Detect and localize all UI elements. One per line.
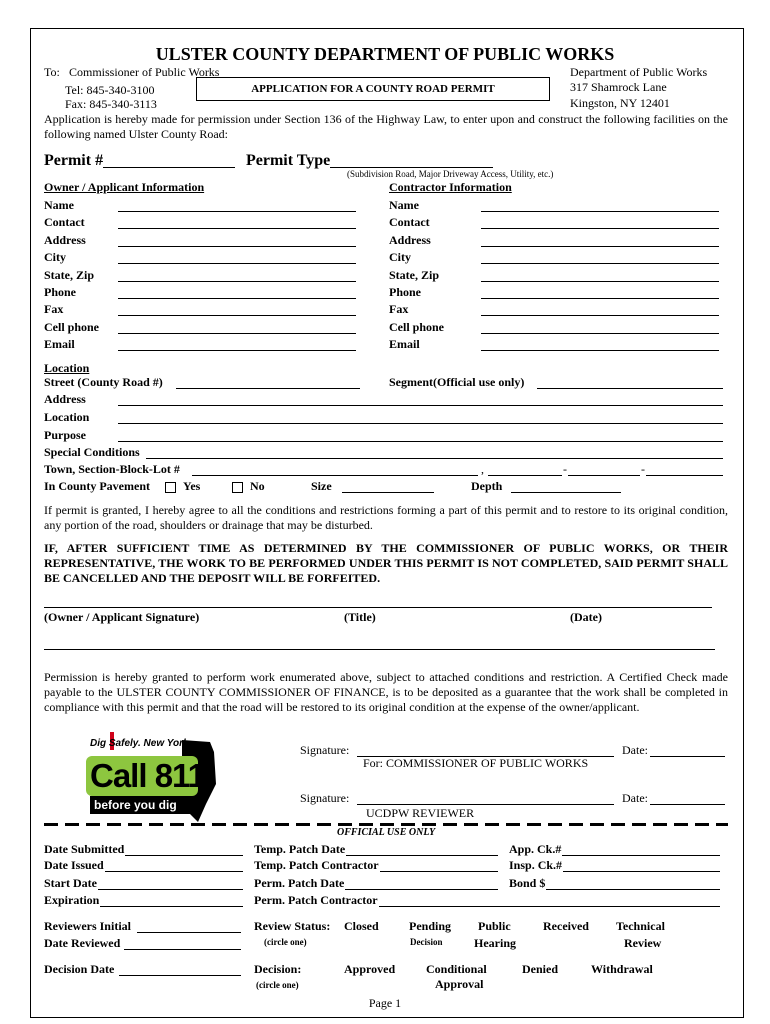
decision-conditional[interactable]: Conditional bbox=[426, 962, 487, 976]
separator-line bbox=[44, 649, 715, 650]
official-col3-2-input[interactable] bbox=[546, 889, 720, 890]
owner-5-label: Phone bbox=[44, 285, 77, 299]
owner-6-label: Fax bbox=[44, 302, 64, 316]
status-pending[interactable]: Pending bbox=[409, 919, 452, 933]
contractor-0-input[interactable] bbox=[481, 211, 719, 212]
for-commissioner-label: For: COMMISSIONER OF PUBLIC WORKS bbox=[363, 756, 589, 770]
pavement-no-checkbox[interactable] bbox=[232, 482, 243, 493]
pavement-no-label: No bbox=[250, 479, 265, 493]
status-public-hearing: Hearing bbox=[474, 936, 516, 950]
dept-name: Department of Public Works bbox=[570, 65, 708, 79]
logo-top-text: Dig Safely. New York bbox=[90, 738, 189, 749]
decision-date-input[interactable] bbox=[119, 975, 241, 976]
contractor-3-input[interactable] bbox=[481, 263, 719, 264]
location-input[interactable] bbox=[118, 423, 723, 424]
contractor-1-label: Contact bbox=[389, 215, 430, 229]
reviewers-initial-label: Reviewers Initial bbox=[44, 919, 131, 933]
application-title-box: APPLICATION FOR A COUNTY ROAD PERMIT bbox=[196, 77, 550, 101]
official-col1-1-label: Date Issued bbox=[44, 858, 104, 872]
decision-label: Decision: bbox=[254, 962, 302, 976]
block-input[interactable] bbox=[568, 475, 640, 476]
reviewer-date-label: Date: bbox=[622, 791, 648, 805]
forfeit-warning: IF, AFTER SUFFICIENT TIME AS DETERMINED BY THE COMMISSIONER OF PUBLIC WORKS, OR THEIR REPRESENTATIVE, THE WORK TO BE PERFORMED UNDER THIS PERMIT IS NOT COMPLETED, SAID PERMIT SHALL BE CANCELLED AND THE DEPOSIT WILL BE FORFEITED. bbox=[44, 541, 728, 585]
logo-bottom-text: before you dig bbox=[94, 798, 177, 812]
dash-separator-2: - bbox=[641, 462, 645, 476]
contractor-7-label: Cell phone bbox=[389, 320, 445, 334]
status-technical-review: Review bbox=[624, 936, 662, 950]
segment-input[interactable] bbox=[537, 388, 723, 389]
owner-8-input[interactable] bbox=[118, 350, 356, 351]
owner-3-label: City bbox=[44, 250, 66, 264]
intro-text: Application is hereby made for permission under Section 136 of the Highway Law, to enter upon and construct the following facilities on the following named Ulster County Road: bbox=[44, 112, 728, 141]
permit-number-input[interactable] bbox=[103, 167, 235, 168]
tel: Tel: 845-340-3100 bbox=[65, 83, 155, 97]
street-label: Street (County Road #) bbox=[44, 375, 163, 389]
agreement-text: If permit is granted, I hereby agree to all the conditions and restrictions forming a part of this permit and to restore to its original condition, any portion of the road, shoulders or drainage that may be disturbed. bbox=[44, 503, 728, 532]
decision-date-label: Decision Date bbox=[44, 962, 115, 976]
owner-1-input[interactable] bbox=[118, 228, 356, 229]
contractor-4-input[interactable] bbox=[481, 281, 719, 282]
official-col3-1-input[interactable] bbox=[563, 871, 720, 872]
owner-4-label: State, Zip bbox=[44, 268, 95, 282]
contractor-6-label: Fax bbox=[389, 302, 409, 316]
official-col1-1-input[interactable] bbox=[105, 871, 243, 872]
reviewer-signature-label: Signature: bbox=[300, 791, 350, 805]
call-811-logo bbox=[86, 732, 220, 824]
official-col2-2-input[interactable] bbox=[345, 889, 498, 890]
contractor-2-label: Address bbox=[389, 233, 431, 247]
contractor-1-input[interactable] bbox=[481, 228, 719, 229]
dept-city: Kingston, NY 12401 bbox=[570, 96, 670, 110]
address-input[interactable] bbox=[118, 405, 723, 406]
owner-7-label: Cell phone bbox=[44, 320, 100, 334]
owner-1-label: Contact bbox=[44, 215, 85, 229]
in-county-pavement-label: In County Pavement bbox=[44, 479, 151, 493]
official-col2-1-input[interactable] bbox=[380, 871, 498, 872]
commissioner-signature-label: Signature: bbox=[300, 743, 350, 757]
contractor-8-input[interactable] bbox=[481, 350, 719, 351]
official-col1-3-label: Expiration bbox=[44, 893, 100, 907]
official-col3-0-label: App. Ck.# bbox=[509, 842, 562, 856]
permission-text: Permission is hereby granted to perform work enumerated above, subject to attached conditions and restriction. A Certified Check made payable to the ULSTER COUNTY COMMISSIONER OF FINANCE, is to be deposited as a guarantee that the work shall be completed in compliance with this permit and that the road will be restored to its original condition at the expense of the owner/applicant. bbox=[44, 670, 728, 714]
official-col3-0-input[interactable] bbox=[562, 855, 720, 856]
contractor-8-label: Email bbox=[389, 337, 420, 351]
official-col3-2-label: Bond $ bbox=[509, 876, 546, 890]
section-input[interactable] bbox=[488, 475, 562, 476]
contractor-6-input[interactable] bbox=[481, 315, 719, 316]
contractor-4-label: State, Zip bbox=[389, 268, 440, 282]
decision-approved[interactable]: Approved bbox=[344, 962, 396, 976]
contractor-2-input[interactable] bbox=[481, 246, 719, 247]
owner-5-input[interactable] bbox=[118, 298, 356, 299]
official-use-label: OFFICIAL USE ONLY bbox=[337, 827, 436, 838]
reviewer-date-input[interactable] bbox=[650, 804, 725, 805]
status-public[interactable]: Public bbox=[478, 919, 511, 933]
decision-denied[interactable]: Denied bbox=[522, 962, 558, 976]
pavement-yes-label: Yes bbox=[183, 479, 201, 493]
owner-heading: Owner / Applicant Information bbox=[44, 180, 205, 194]
owner-2-input[interactable] bbox=[118, 246, 356, 247]
depth-input[interactable] bbox=[511, 492, 621, 493]
status-pending-decision: Decision bbox=[410, 937, 443, 947]
review-status-circle-note: (circle one) bbox=[264, 937, 307, 947]
decision-conditional-approval: Approval bbox=[435, 977, 484, 991]
depth-label: Depth bbox=[471, 479, 503, 493]
location-label: Location bbox=[44, 410, 90, 424]
owner-4-input[interactable] bbox=[118, 281, 356, 282]
owner-signature-line[interactable] bbox=[44, 607, 712, 608]
pavement-yes-checkbox[interactable] bbox=[165, 482, 176, 493]
official-col1-0-input[interactable] bbox=[125, 855, 243, 856]
location-heading: Location bbox=[44, 361, 90, 375]
dept-street: 317 Shamrock Lane bbox=[570, 80, 667, 94]
reviewers-initial-input[interactable] bbox=[137, 932, 241, 933]
date-reviewed-label: Date Reviewed bbox=[44, 936, 121, 950]
contractor-0-label: Name bbox=[389, 198, 419, 212]
review-status-label: Review Status: bbox=[254, 919, 331, 933]
logo-main-text: Call 811 bbox=[90, 757, 205, 794]
purpose-input[interactable] bbox=[118, 441, 723, 442]
owner-2-label: Address bbox=[44, 233, 86, 247]
special-conditions-label: Special Conditions bbox=[44, 445, 140, 459]
status-technical[interactable]: Technical bbox=[616, 919, 665, 933]
size-input[interactable] bbox=[342, 492, 434, 493]
owner-0-input[interactable] bbox=[118, 211, 356, 212]
town-input[interactable] bbox=[192, 475, 478, 476]
form-title: ULSTER COUNTY DEPARTMENT OF PUBLIC WORKS bbox=[155, 44, 615, 64]
dash-separator-1: - bbox=[563, 462, 567, 476]
official-col3-1-label: Insp. Ck.# bbox=[509, 858, 563, 872]
commissioner-date-label: Date: bbox=[622, 743, 648, 757]
permit-type-label: Permit Type bbox=[246, 152, 331, 169]
special-conditions-input[interactable] bbox=[146, 458, 723, 459]
to-label: To: bbox=[44, 65, 60, 79]
page-number: Page 1 bbox=[368, 996, 402, 1010]
official-col2-0-input[interactable] bbox=[346, 855, 498, 856]
status-closed[interactable]: Closed bbox=[344, 919, 379, 933]
owner-3-input[interactable] bbox=[118, 263, 356, 264]
permit-type-input[interactable] bbox=[330, 167, 493, 168]
purpose-label: Purpose bbox=[44, 428, 86, 442]
official-use-divider bbox=[44, 823, 728, 826]
official-col2-1-label: Temp. Patch Contractor bbox=[254, 858, 379, 872]
decision-withdrawal[interactable]: Withdrawal bbox=[591, 962, 653, 976]
contractor-heading: Contractor Information bbox=[389, 180, 512, 194]
comma-separator: , bbox=[481, 462, 484, 476]
status-received[interactable]: Received bbox=[543, 919, 589, 933]
owner-6-input[interactable] bbox=[118, 315, 356, 316]
official-col2-2-label: Perm. Patch Date bbox=[254, 876, 345, 890]
commissioner-date-input[interactable] bbox=[650, 756, 725, 757]
owner-8-label: Email bbox=[44, 337, 75, 351]
title-label: (Title) bbox=[344, 610, 376, 624]
official-col1-2-input[interactable] bbox=[98, 889, 243, 890]
official-col1-3-input[interactable] bbox=[100, 906, 243, 907]
official-col2-0-label: Temp. Patch Date bbox=[254, 842, 346, 856]
official-col2-3-input[interactable] bbox=[379, 906, 720, 907]
official-col2-3-label: Perm. Patch Contractor bbox=[254, 893, 378, 907]
contractor-7-input[interactable] bbox=[481, 333, 719, 334]
owner-signature-label: (Owner / Applicant Signature) bbox=[44, 610, 200, 624]
owner-0-label: Name bbox=[44, 198, 74, 212]
reviewer-signature-input[interactable] bbox=[357, 804, 614, 805]
owner-7-input[interactable] bbox=[118, 333, 356, 334]
contractor-3-label: City bbox=[389, 250, 411, 264]
official-col1-0-label: Date Submitted bbox=[44, 842, 125, 856]
size-label: Size bbox=[311, 479, 332, 493]
lot-input[interactable] bbox=[646, 475, 723, 476]
date-reviewed-input[interactable] bbox=[124, 949, 241, 950]
reviewer-title-label: UCDPW REVIEWER bbox=[366, 806, 475, 820]
decision-circle-note: (circle one) bbox=[256, 980, 299, 990]
official-col1-2-label: Start Date bbox=[44, 876, 97, 890]
contractor-5-input[interactable] bbox=[481, 298, 719, 299]
contractor-5-label: Phone bbox=[389, 285, 422, 299]
street-input[interactable] bbox=[176, 388, 360, 389]
to-name: Commissioner of Public Works bbox=[69, 65, 220, 79]
segment-label: Segment(Official use only) bbox=[389, 375, 525, 389]
town-sbl-label: Town, Section-Block-Lot # bbox=[44, 462, 180, 476]
address-label: Address bbox=[44, 392, 86, 406]
fax: Fax: 845-340-3113 bbox=[65, 97, 157, 111]
permit-number-label: Permit # bbox=[44, 152, 104, 169]
permit-type-note: (Subdivision Road, Major Driveway Access, Utility, etc.) bbox=[347, 169, 554, 179]
date-label: (Date) bbox=[570, 610, 602, 624]
